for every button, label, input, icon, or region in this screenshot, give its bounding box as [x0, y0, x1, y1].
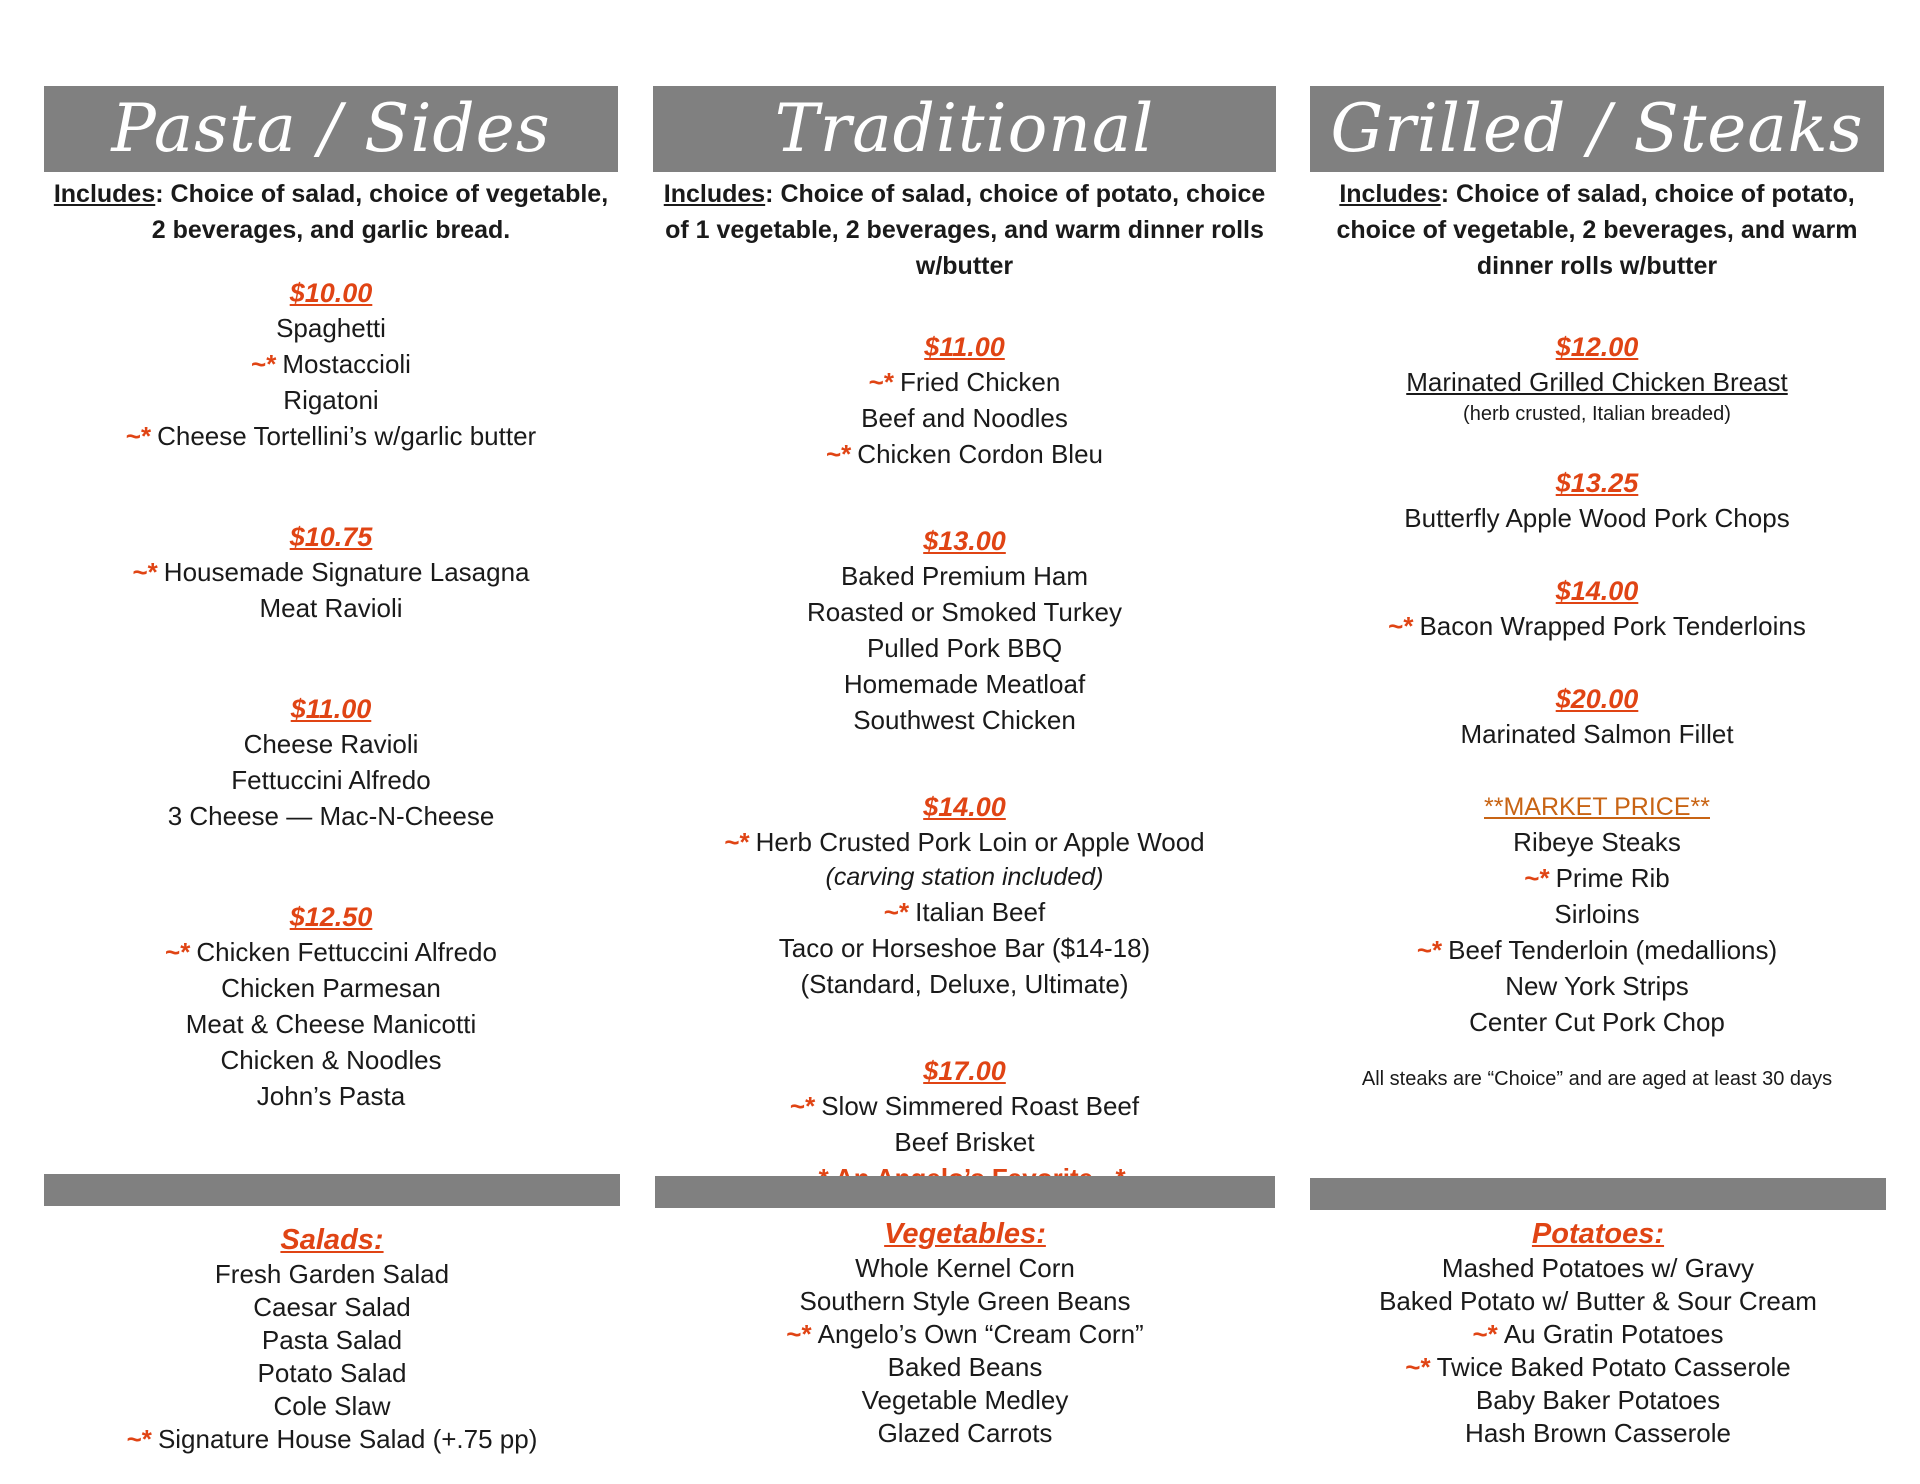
menu-item: Glazed Carrots	[877, 1418, 1053, 1448]
includes-text: : Choice of salad, choice of potato, choice of vegetable, 2 beverages, and warm dinner rolls w/butter	[1336, 180, 1858, 280]
favorite-mark: ~*	[786, 1319, 812, 1349]
favorite-mark: ~*	[883, 897, 910, 927]
menu-item: Chicken Parmesan	[221, 973, 441, 1003]
menu-item: Roasted or Smoked Turkey	[806, 597, 1123, 627]
divider-bar	[655, 1176, 1275, 1208]
menu-item: Meat & Cheese Manicotti	[185, 1009, 477, 1039]
grilled-includes	[1310, 176, 1884, 284]
menu-item: (Standard, Deluxe, Ultimate)	[800, 969, 1129, 999]
favorite-mark: ~*	[1416, 935, 1443, 965]
favorite-mark: ~*	[789, 1091, 816, 1121]
price-group	[44, 900, 618, 1114]
favorite-mark: ~*	[165, 937, 191, 967]
menu-item: Baked Premium Ham	[840, 561, 1089, 591]
favorite-mark: ~*	[126, 1424, 152, 1454]
price-group	[1310, 330, 1884, 428]
includes-text: : Choice of salad, choice of vegetable, 2 beverages, and garlic bread.	[151, 180, 609, 244]
menu-item: Marinated Salmon Fillet	[1460, 719, 1734, 749]
vegetables-title: Vegetables:	[884, 1218, 1046, 1250]
price-label: $13.25	[1555, 468, 1639, 498]
price-label: $10.00	[289, 278, 373, 308]
menu-item: ~* Fried Chicken	[868, 367, 1061, 397]
pasta-includes	[44, 176, 618, 248]
price-label: $12.00	[1555, 332, 1639, 362]
price-group	[1310, 682, 1884, 752]
menu-item: Meat Ravioli	[259, 593, 403, 623]
menu-item: Taco or Horseshoe Bar ($14-18)	[778, 933, 1151, 963]
menu-item: ~* Cheese Tortellini’s w/garlic butter	[125, 421, 537, 451]
price-label: $11.00	[924, 332, 1005, 362]
divider-bar	[1310, 1178, 1886, 1210]
menu-item: John’s Pasta	[256, 1081, 406, 1111]
divider-bar	[44, 1174, 620, 1206]
price-label: $10.75	[289, 522, 373, 552]
favorite-mark: ~*	[1472, 1319, 1498, 1349]
vegetables-list	[655, 1252, 1275, 1450]
pasta-sides-header: Pasta / Sides	[44, 86, 618, 172]
favorite-mark: ~*	[868, 367, 894, 397]
menu-item: ~* Au Gratin Potatoes	[1472, 1319, 1724, 1349]
price-group	[1310, 466, 1884, 536]
favorite-mark: ~*	[1388, 611, 1414, 641]
menu-item: New York Strips	[1505, 971, 1689, 1001]
menu-item: Baby Baker Potatoes	[1475, 1385, 1721, 1415]
menu-item: Sirloins	[1554, 899, 1640, 929]
menu-item: ~* Twice Baked Potato Casserole	[1405, 1352, 1791, 1382]
menu-item: Vegetable Medley	[861, 1385, 1069, 1415]
favorite-mark: ~*	[825, 439, 852, 469]
menu-item: ~* Bacon Wrapped Pork Tenderloins	[1388, 611, 1806, 641]
menu-item: Caesar Salad	[253, 1292, 411, 1322]
price-label: $11.00	[290, 694, 372, 724]
includes-label: Includes	[53, 180, 156, 208]
includes-text: : Choice of salad, choice of potato, choice of 1 vegetable, 2 beverages, and warm dinner rolls w/butter	[665, 180, 1266, 280]
menu-item: ~* Herb Crusted Pork Loin or Apple Wood	[724, 827, 1205, 857]
market-items	[1310, 824, 1884, 1040]
steaks-note: All steaks are “Choice” and are aged at least 30 days	[1361, 1068, 1833, 1090]
price-group	[653, 790, 1276, 1002]
price-group	[1310, 574, 1884, 644]
potatoes-section	[1310, 1216, 1886, 1450]
menu-item: Center Cut Pork Chop	[1469, 1007, 1725, 1037]
menu-item: 3 Cheese — Mac-N-Cheese	[167, 801, 495, 831]
price-group	[44, 276, 618, 454]
menu-item: ~* Chicken Fettuccini Alfredo	[165, 937, 497, 967]
menu-item: ~* Housemade Signature Lasagna	[132, 557, 530, 587]
price-group	[44, 692, 618, 834]
menu-item: Ribeye Steaks	[1513, 827, 1681, 857]
traditional-includes	[653, 176, 1276, 284]
menu-item: ~* Chicken Cordon Bleu	[825, 439, 1103, 469]
item-note: (herb crusted, Italian breaded)	[1463, 403, 1731, 425]
menu-item: Beef Brisket	[894, 1127, 1035, 1157]
price-label: $14.00	[1555, 576, 1639, 606]
menu-item: Pasta Salad	[261, 1325, 403, 1355]
menu-item: Cheese Ravioli	[243, 729, 419, 759]
potatoes-list	[1310, 1252, 1886, 1450]
menu-item: Pulled Pork BBQ	[866, 633, 1063, 663]
price-label: $14.00	[923, 792, 1006, 822]
menu-item: Cole Slaw	[273, 1391, 391, 1421]
price-group	[653, 330, 1276, 472]
price-label: $13.00	[923, 526, 1006, 556]
menu-item: Southwest Chicken	[853, 705, 1076, 735]
menu-item: ~* Beef Tenderloin (medallions)	[1416, 935, 1778, 965]
menu-item: Homemade Meatloaf	[843, 669, 1086, 699]
menu-item: Southern Style Green Beans	[799, 1286, 1131, 1316]
includes-label: Includes	[1339, 180, 1441, 208]
traditional-column	[653, 86, 1276, 1196]
menu-item: Butterfly Apple Wood Pork Chops	[1404, 503, 1790, 533]
price-label: $17.00	[923, 1056, 1006, 1086]
price-label: $12.50	[289, 902, 373, 932]
traditional-price-groups	[653, 330, 1276, 1160]
menu-item: Mashed Potatoes w/ Gravy	[1441, 1253, 1755, 1283]
menu-item: ~* Italian Beef	[883, 897, 1046, 927]
price-group	[653, 1054, 1276, 1160]
favorite-mark: ~*	[132, 557, 158, 587]
menu-item: ~* Slow Simmered Roast Beef	[789, 1091, 1140, 1121]
menu-item: Fresh Garden Salad	[214, 1259, 450, 1289]
menu-item: Rigatoni	[283, 385, 379, 415]
menu-item: Chicken & Noodles	[220, 1045, 442, 1075]
favorite-mark: ~*	[724, 827, 750, 857]
includes-label: Includes	[663, 180, 766, 208]
favorite-mark: ~*	[1524, 863, 1550, 893]
salads-list	[44, 1258, 620, 1456]
price-group	[44, 520, 618, 626]
favorite-mark: ~*	[251, 349, 277, 379]
grilled-steaks-column	[1310, 86, 1884, 1091]
menu-item: Marinated Grilled Chicken Breast	[1406, 367, 1788, 397]
vegetables-section	[655, 1216, 1275, 1450]
menu-item: ~* Mostaccioli	[251, 349, 411, 379]
market-price-group	[1310, 790, 1884, 1040]
menu-item: Baked Beans	[887, 1352, 1043, 1382]
menu-item: Fettuccini Alfredo	[231, 765, 431, 795]
menu-item: Spaghetti	[276, 313, 386, 343]
pasta-sides-column	[44, 86, 618, 1114]
menu-item: Beef and Noodles	[861, 403, 1068, 433]
salads-section	[44, 1222, 620, 1456]
menu-item: ~* Signature House Salad (+.75 pp)	[126, 1424, 538, 1454]
menu-item: Whole Kernel Corn	[855, 1253, 1075, 1283]
pasta-price-groups	[44, 276, 618, 1114]
menu-item: Baked Potato w/ Butter & Sour Cream	[1379, 1286, 1817, 1316]
price-label: $20.00	[1555, 684, 1639, 714]
grilled-steaks-header: Grilled / Steaks	[1310, 86, 1884, 172]
menu-item: ~* Angelo’s Own “Cream Corn”	[786, 1319, 1144, 1349]
price-group	[653, 524, 1276, 738]
menu-item: (carving station included)	[825, 863, 1104, 891]
potatoes-title: Potatoes:	[1531, 1218, 1665, 1250]
traditional-header: Traditional	[653, 86, 1276, 172]
salads-title: Salads:	[280, 1224, 384, 1256]
favorite-mark: ~*	[125, 421, 152, 451]
menu-item: Potato Salad	[257, 1358, 407, 1388]
menu-item: Hash Brown Casserole	[1465, 1418, 1731, 1448]
favorite-mark: ~*	[1405, 1352, 1431, 1382]
menu-item: ~* Prime Rib	[1524, 863, 1670, 893]
market-price-label: **MARKET PRICE**	[1484, 793, 1710, 821]
